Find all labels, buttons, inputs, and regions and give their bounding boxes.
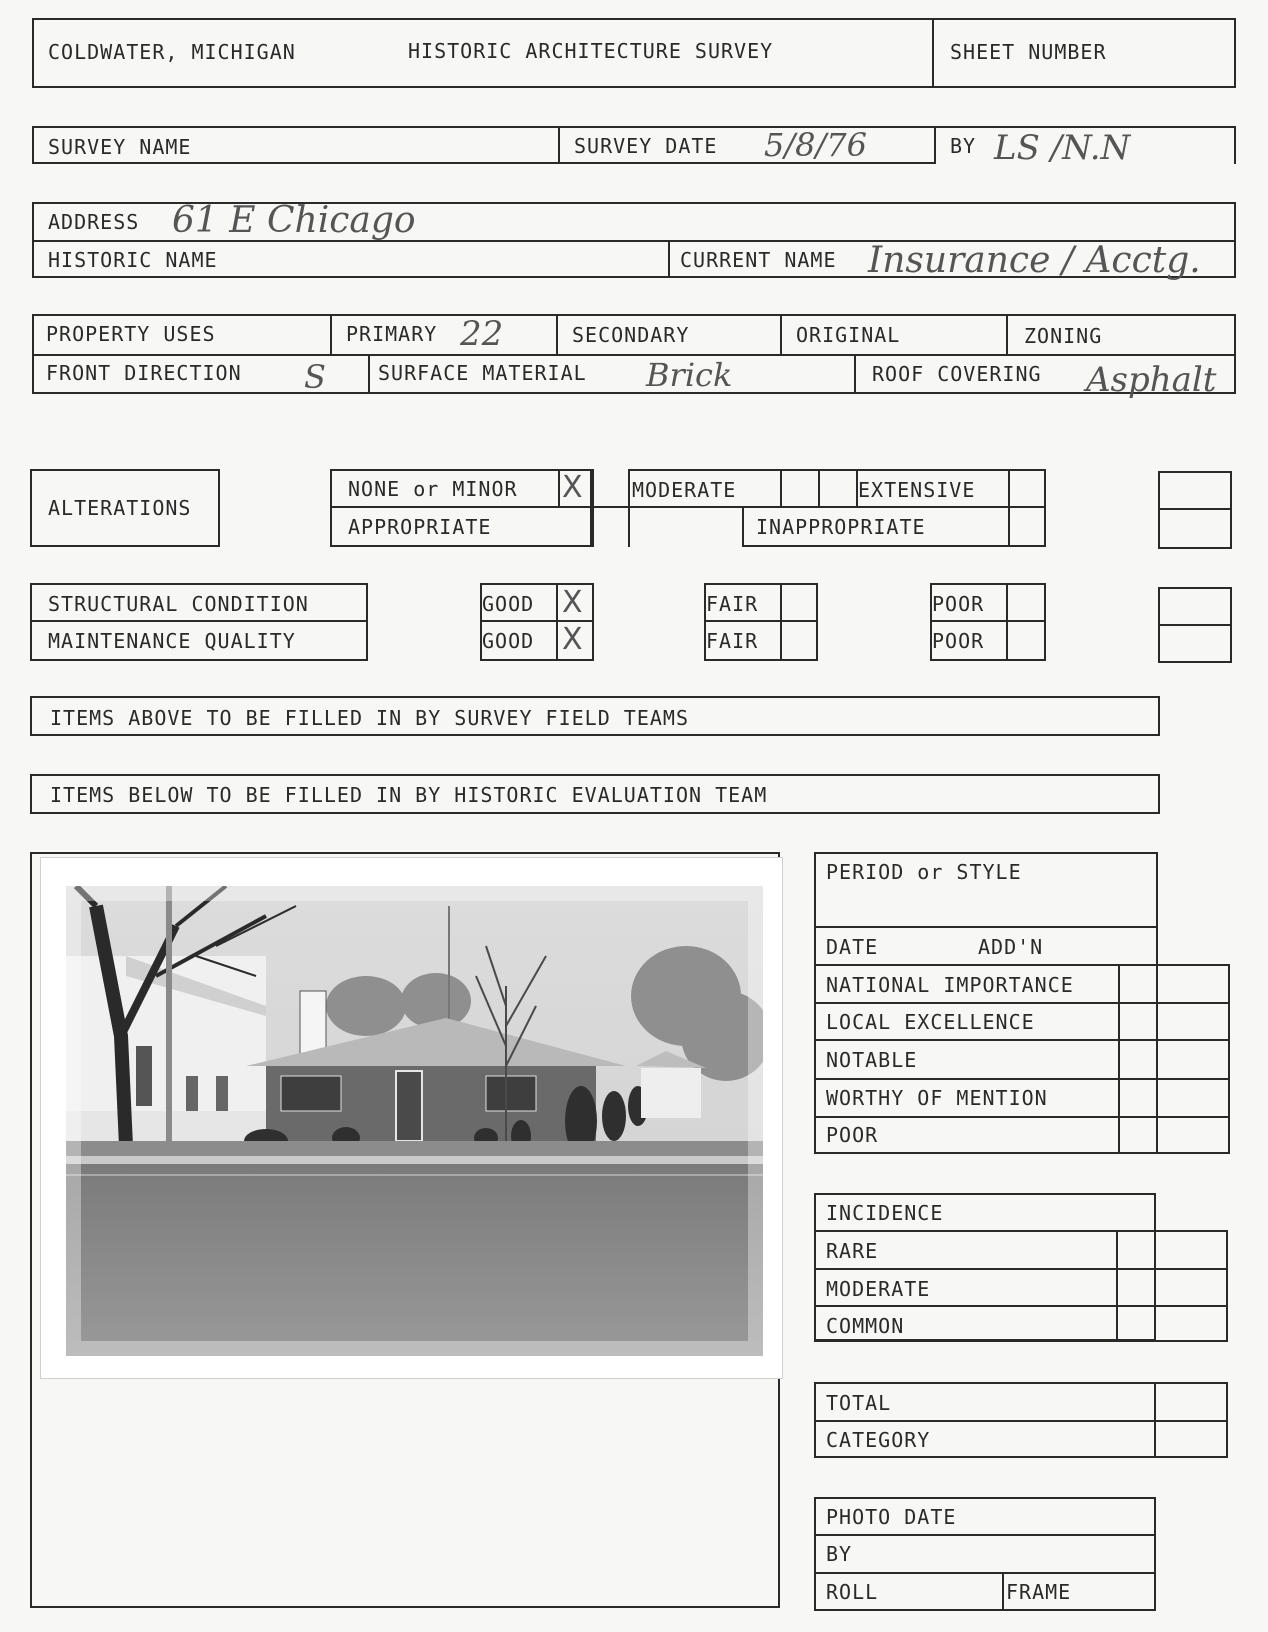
surface-material-value[interactable]: Brick: [646, 356, 733, 394]
inc-h4: [814, 1340, 1228, 1342]
survey-by-label: BY: [950, 134, 977, 158]
current-name-label: CURRENT NAME: [680, 248, 837, 272]
inc-v1: [1116, 1230, 1118, 1342]
secondary-label: SECONDARY: [572, 323, 690, 347]
notable: NOTABLE: [826, 1048, 918, 1072]
note-above: ITEMS ABOVE TO BE FILLED IN BY SURVEY FIELD TEAMS: [50, 706, 690, 730]
incidence-common: COMMON: [826, 1314, 905, 1338]
survey-div2: [934, 126, 936, 164]
alter-v3: [628, 469, 630, 547]
condition-mid: [30, 620, 368, 622]
structural-label: STRUCTURAL CONDITION: [48, 592, 309, 616]
survey-right: [1234, 126, 1236, 164]
eval-h5: [814, 1116, 1230, 1118]
total-mid: [814, 1420, 1228, 1422]
note-below: ITEMS BELOW TO BE FILLED IN BY HISTORIC EVALUATION TEAM: [50, 783, 768, 807]
extensive-label: EXTENSIVE: [858, 478, 976, 502]
worthy-of-mention: WORTHY OF MENTION: [826, 1086, 1048, 1110]
sheet-number-label: SHEET NUMBER: [950, 40, 1107, 64]
condition-extra-mid: [1158, 624, 1232, 626]
alter-v6: [742, 506, 744, 547]
historic-name-label: HISTORIC NAME: [48, 248, 218, 272]
address-label: ADDRESS: [48, 210, 140, 234]
primary-value[interactable]: 22: [460, 314, 504, 354]
alter-extra-box: [1158, 471, 1232, 549]
property-div5: [368, 354, 370, 394]
property-uses-label: PROPERTY USES: [46, 322, 216, 346]
good-maintenance-label: GOOD: [482, 629, 535, 653]
alter-extra-mid: [1158, 508, 1232, 510]
alter-v8: [1008, 469, 1010, 547]
property-div2: [556, 314, 558, 354]
roof-covering-label: ROOF COVERING: [872, 362, 1042, 386]
photo-info-h1: [814, 1534, 1156, 1536]
eval-h4: [814, 1078, 1230, 1080]
alter-v1: [558, 469, 560, 507]
incidence-rare: RARE: [826, 1239, 879, 1263]
inc-h3: [814, 1305, 1228, 1307]
category-label: CATEGORY: [826, 1428, 931, 1452]
inc-h2: [814, 1268, 1228, 1270]
zoning-label: ZONING: [1024, 324, 1103, 348]
eval-date-label: DATE: [826, 935, 879, 959]
moderate-label: MODERATE: [632, 478, 737, 502]
eval-h6: [814, 1152, 1230, 1154]
front-direction-value[interactable]: S: [304, 358, 326, 396]
poor-mid: [930, 620, 1046, 622]
total-v: [1154, 1382, 1156, 1458]
structural-good-mark[interactable]: X: [562, 585, 583, 620]
roof-covering-value[interactable]: Asphalt: [1086, 360, 1217, 400]
property-div3: [780, 314, 782, 354]
surface-material-label: SURFACE MATERIAL: [378, 361, 587, 385]
poor-maintenance-label: POOR: [932, 629, 985, 653]
photo-mount: [40, 857, 783, 1379]
photo-info-h2: [814, 1572, 1156, 1574]
property-div4: [1006, 314, 1008, 354]
building-photo: [66, 886, 763, 1356]
inc-v2: [1226, 1230, 1228, 1342]
photo-by-label: BY: [826, 1542, 853, 1566]
front-direction-label: FRONT DIRECTION: [46, 361, 242, 385]
current-name-value[interactable]: Insurance / Acctg.: [868, 240, 1201, 281]
survey-div1: [558, 126, 560, 164]
national-importance: NATIONAL IMPORTANCE: [826, 973, 1074, 997]
poor-v: [1006, 583, 1008, 661]
fair-structural-label: FAIR: [706, 592, 759, 616]
maintenance-good-mark[interactable]: X: [562, 622, 583, 657]
good-v: [556, 583, 558, 661]
eval-v2: [1228, 964, 1230, 1154]
header-divider: [932, 18, 934, 88]
survey-date-label: SURVEY DATE: [574, 134, 718, 158]
photo-info-v: [1002, 1572, 1004, 1611]
survey-date-value[interactable]: 5/8/76: [764, 126, 867, 164]
address-value[interactable]: 61 E Chicago: [172, 200, 416, 241]
alterations-label: ALTERATIONS: [48, 496, 192, 520]
survey-by-value[interactable]: LS /N.N: [994, 128, 1131, 168]
maintenance-label: MAINTENANCE QUALITY: [48, 629, 296, 653]
none-minor-label: NONE or MINOR: [348, 477, 518, 501]
building-photo-image: [66, 886, 763, 1356]
photo-date-label: PHOTO DATE: [826, 1505, 957, 1529]
eval-h2: [814, 1002, 1230, 1004]
total-label: TOTAL: [826, 1391, 892, 1415]
property-div6: [854, 354, 856, 394]
fair-maintenance-label: FAIR: [706, 629, 759, 653]
period-style-label: PERIOD or STYLE: [826, 860, 1022, 884]
property-div1: [330, 314, 332, 354]
incidence-label: INCIDENCE: [826, 1201, 944, 1225]
original-label: ORIGINAL: [796, 323, 901, 347]
local-excellence: LOCAL EXCELLENCE: [826, 1010, 1035, 1034]
photo-roll-label: ROLL: [826, 1580, 879, 1604]
appropriate-label: APPROPRIATE: [348, 515, 492, 539]
eval-addn-label: ADD'N: [978, 935, 1044, 959]
incidence-moderate: MODERATE: [826, 1277, 931, 1301]
good-structural-label: GOOD: [482, 592, 535, 616]
property-mid: [32, 354, 1236, 356]
eval-h3: [814, 1039, 1230, 1041]
fair-mid: [704, 620, 818, 622]
address-div: [668, 240, 670, 278]
eval-poor: POOR: [826, 1123, 879, 1147]
inappropriate-label: INAPPROPRIATE: [756, 515, 926, 539]
photo-frame-label: FRAME: [1006, 1580, 1072, 1604]
header-city: COLDWATER, MICHIGAN: [48, 40, 296, 64]
inc-h1: [814, 1230, 1228, 1232]
poor-structural-label: POOR: [932, 592, 985, 616]
none-minor-mark[interactable]: X: [562, 470, 583, 505]
survey-left: [32, 126, 34, 164]
eval-v1: [1118, 964, 1120, 1154]
survey-name-label: SURVEY NAME: [48, 135, 192, 159]
primary-label: PRIMARY: [346, 322, 438, 346]
eval-h1: [814, 964, 1230, 966]
alter-v2: [592, 469, 594, 547]
header-title: HISTORIC ARCHITECTURE SURVEY: [408, 39, 774, 63]
fair-v: [780, 583, 782, 661]
